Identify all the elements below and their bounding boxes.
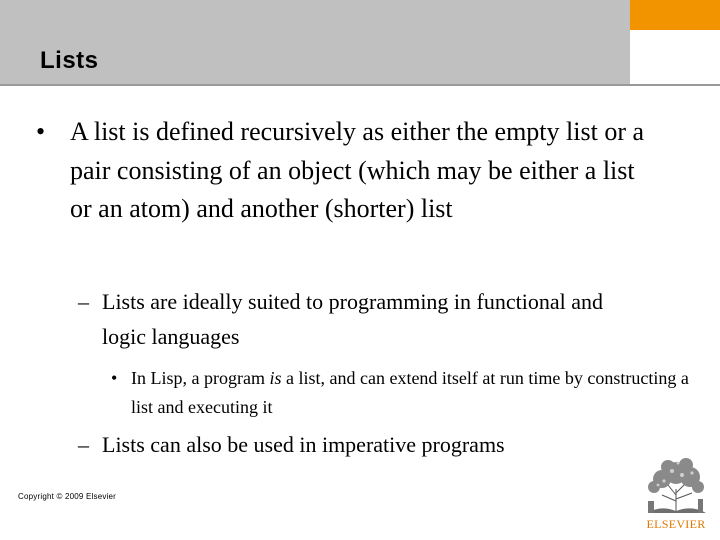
bullet-level3 bbox=[111, 364, 691, 422]
bullet-text: Lists are ideally suited to programming in functional and logic languages bbox=[102, 289, 603, 349]
bullet-marker: • bbox=[111, 368, 118, 388]
dash-marker: – bbox=[78, 289, 89, 314]
copyright-notice: Copyright © 2009 Elsevier bbox=[18, 492, 117, 501]
bullet-emphasis: is bbox=[269, 368, 282, 388]
bullet-text-after: a list, and can extend itself at run time by constructing a list and executing it bbox=[131, 368, 689, 417]
bullet-level1 bbox=[36, 113, 650, 229]
slide-title: Lists bbox=[40, 47, 99, 74]
bullet-text: Lists can also be used in imperative programs bbox=[102, 432, 505, 457]
title-divider bbox=[0, 84, 720, 86]
elsevier-tree-logo-icon bbox=[640, 455, 712, 515]
bullet-text-before: In Lisp, a program bbox=[131, 368, 270, 388]
bullet-level2 bbox=[78, 430, 622, 460]
bullet-marker: • bbox=[36, 117, 46, 146]
bullet-text: A list is defined recursively as either the empty list or a pair consisting of an object (which may be either a list or an atom) and another (shorter) list bbox=[70, 117, 645, 223]
dash-marker: – bbox=[78, 432, 89, 457]
accent-strip bbox=[630, 0, 720, 30]
bullet-level2 bbox=[78, 284, 622, 354]
elsevier-logo bbox=[640, 455, 712, 535]
publisher-wordmark: ELSEVIER bbox=[646, 517, 706, 531]
